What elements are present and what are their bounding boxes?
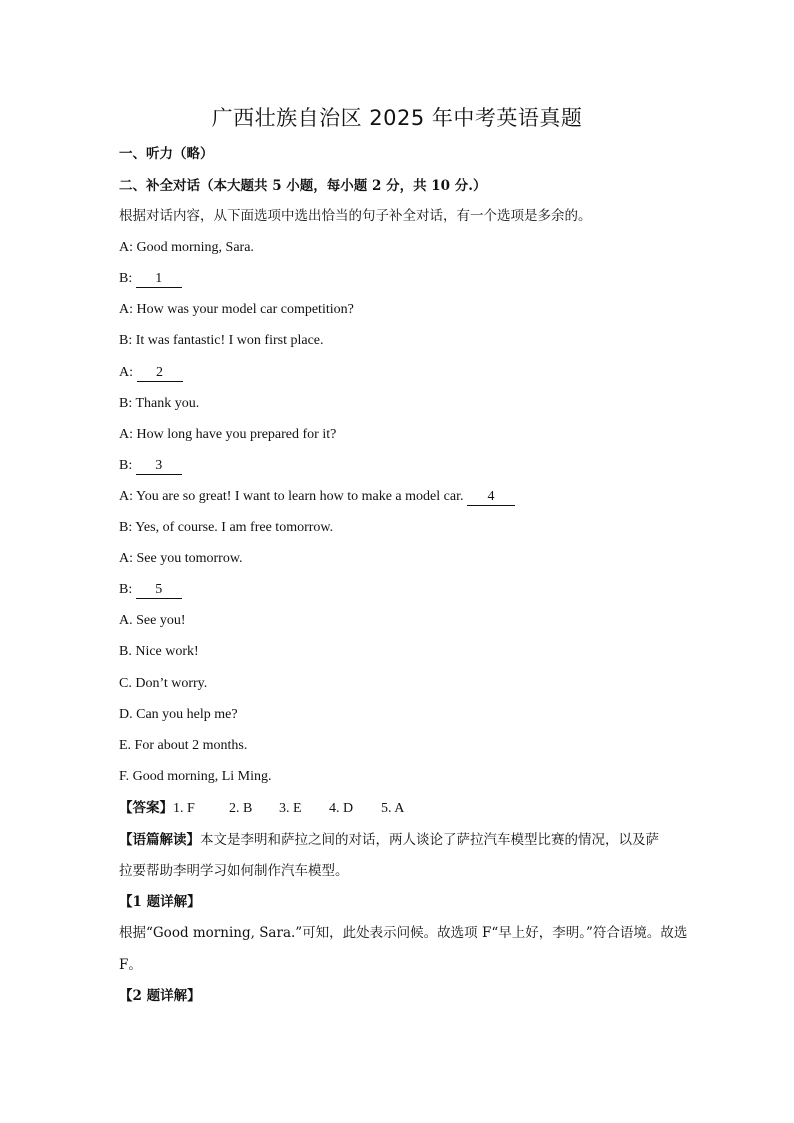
speaker-label: A: — [119, 365, 133, 380]
speaker-label: B: — [119, 458, 133, 473]
answer-item: 3. E — [279, 801, 302, 816]
option-f: F. Good morning, Li Ming. — [119, 769, 272, 784]
dialogue-text: How was your model car competition? — [136, 302, 354, 317]
dialogue-text: Thank you. — [135, 396, 200, 411]
option-b: B. Nice work! — [119, 644, 199, 659]
dialogue-line-5 — [119, 363, 183, 383]
speaker-label: A: — [119, 489, 133, 504]
detail-1-text-line-2: F。 — [119, 957, 142, 973]
answer-item: 4. D — [329, 801, 354, 816]
option-c: C. Don’t worry. — [119, 676, 208, 691]
answer-item: 2. B — [229, 801, 253, 816]
reading-text: 本文是李明和萨拉之间的对话，两人谈论了萨拉汽车模型比赛的情况，以及萨 — [200, 832, 659, 848]
answer-item: 1. F — [173, 801, 195, 816]
speaker-label: B: — [119, 396, 133, 411]
answer-line — [119, 798, 404, 819]
dialogue-line-4 — [119, 331, 324, 351]
dialogue-text: It was fantastic! I won first place. — [135, 333, 324, 348]
detail-1-text-line-1: 根据“Good morning, Sara.”可知，此处表示问候。故选项 F“早上好，李明。”符合语境。故选 — [119, 925, 688, 941]
speaker-label: A: — [119, 551, 133, 566]
answer-blank-2[interactable]: 2 — [137, 365, 183, 382]
dialogue-line-2 — [119, 269, 182, 289]
dialogue-line-3 — [119, 300, 354, 320]
detail-1-heading: 【1 题详解】 — [119, 894, 201, 910]
answer-blank-1[interactable]: 1 — [136, 271, 182, 288]
speaker-label: A: — [119, 302, 133, 317]
dialogue-line-9 — [119, 487, 515, 507]
reading-label: 【语篇解读】 — [119, 832, 200, 848]
speaker-label: B: — [119, 271, 133, 286]
dialogue-text: Yes, of course. I am free tomorrow. — [135, 520, 334, 535]
reading-interpretation-line-2: 拉要帮助李明学习如何制作汽车模型。 — [119, 863, 349, 879]
answer-blank-4[interactable]: 4 — [467, 489, 515, 506]
speaker-label: B: — [119, 333, 133, 348]
dialogue-text: How long have you prepared for it? — [136, 427, 337, 442]
reading-interpretation-line-1 — [119, 830, 659, 850]
page-title: 广西壮族自治区 2025 年中考英语真题 — [211, 106, 583, 130]
detail-2-heading: 【2 题详解】 — [119, 988, 201, 1004]
dialogue-text: See you tomorrow. — [136, 551, 243, 566]
answer-blank-5[interactable]: 5 — [136, 582, 182, 599]
option-a: A. See you! — [119, 613, 186, 628]
dialogue-line-11 — [119, 549, 243, 569]
section-dialogue-heading: 二、补全对话（本大题共 5 小题，每小题 2 分，共 10 分.） — [119, 178, 487, 194]
section-listening: 一、听力（略） — [119, 146, 214, 162]
dialogue-text: Good morning, Sara. — [136, 240, 254, 255]
answer-item: 5. A — [381, 801, 405, 816]
dialogue-line-6 — [119, 394, 199, 414]
speaker-label: A: — [119, 240, 133, 255]
dialogue-line-1 — [119, 238, 254, 258]
speaker-label: B: — [119, 582, 133, 597]
dialogue-line-10 — [119, 518, 333, 538]
option-e: E. For about 2 months. — [119, 738, 248, 753]
dialogue-line-7 — [119, 425, 336, 445]
dialogue-line-12 — [119, 580, 182, 600]
dialogue-text: You are so great! I want to learn how to make a model car. — [135, 489, 464, 504]
speaker-label: A: — [119, 427, 133, 442]
dialogue-line-8 — [119, 456, 182, 476]
answer-label: 【答案】 — [119, 800, 173, 816]
answer-blank-3[interactable]: 3 — [136, 458, 182, 475]
instruction-text: 根据对话内容，从下面选项中选出恰当的句子补全对话，有一个选项是多余的。 — [119, 208, 592, 224]
option-d: D. Can you help me? — [119, 707, 238, 722]
speaker-label: B: — [119, 520, 133, 535]
